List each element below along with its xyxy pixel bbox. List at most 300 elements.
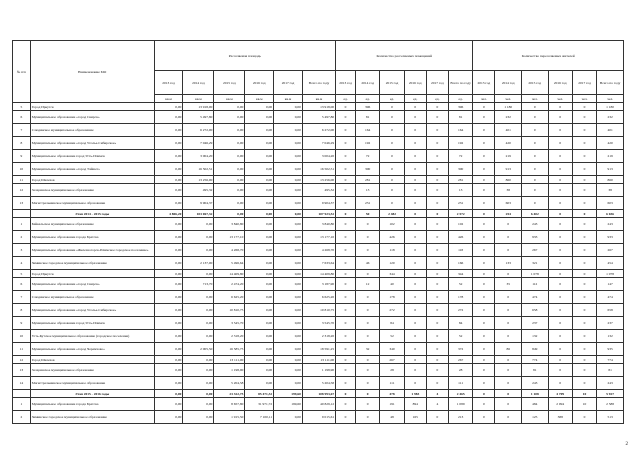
people-cell: 420 [495, 137, 522, 150]
area-cell: 9 904,37 [183, 197, 214, 210]
rooms-cell: 4 [426, 398, 448, 411]
area-cell: 85 471,32 [245, 390, 274, 398]
rooms-cell: 164 [356, 124, 380, 137]
people-cell: 0 [548, 218, 572, 231]
people-cell: 0 [473, 278, 495, 291]
rooms-cell: 478 [380, 390, 404, 398]
people-unit-header: чел. [473, 95, 495, 103]
row-number: 12 [13, 356, 31, 364]
area-cell: 2 005,50 [183, 343, 214, 356]
row-number: 7 [13, 291, 31, 304]
people-cell: 0 [548, 270, 572, 278]
people-cell: 0 [473, 270, 495, 278]
rooms-cell: 0 [336, 270, 356, 278]
people-cell: 35 [495, 278, 522, 291]
area-cell: 0,00 [245, 210, 274, 218]
area-year-header: Всего по году [302, 71, 335, 95]
people-cell: 0 [572, 197, 596, 210]
people-cell: 913 [597, 163, 624, 176]
row-number: 10 [13, 330, 31, 343]
rooms-cell: 0 [336, 398, 356, 411]
people-cell: 0 [521, 137, 548, 150]
people-cell: 0 [572, 163, 596, 176]
people-cell: 388 [548, 411, 572, 424]
municipality-name: Муниципальное образование «город Тайшет» [30, 163, 154, 176]
area-cell: 16 502,51 [183, 163, 214, 176]
rooms-cell: 0 [426, 364, 448, 377]
people-cell: 0 [473, 398, 495, 411]
area-cell: 199,60 [274, 390, 303, 398]
area-cell: 0,00 [245, 270, 274, 278]
people-cell: 658 [521, 304, 548, 317]
rooms-year-header: 2016 год [404, 71, 426, 95]
people-cell: 38 [495, 184, 522, 197]
area-cell: 0,00 [154, 317, 183, 330]
people-cell: 913 [495, 163, 522, 176]
area-cell: 0,00 [154, 218, 183, 231]
municipality-name: Байкальское муниципальное образование [30, 218, 154, 231]
table-row [13, 304, 624, 317]
people-cell: 0 [473, 390, 495, 398]
rooms-cell: 0 [336, 304, 356, 317]
people-cell: 147 [597, 278, 624, 291]
rooms-cell: 300 [448, 163, 472, 176]
area-cell: 4 268,70 [302, 244, 335, 257]
rooms-cell: 0 [426, 278, 448, 291]
area-cell: 13 256,00 [183, 176, 214, 184]
people-cell: 0 [473, 317, 495, 330]
people-cell: 0 [548, 137, 572, 150]
people-cell: 5 927 [597, 390, 624, 398]
rooms-cell: 0 [404, 317, 426, 330]
area-cell: 0,00 [183, 411, 214, 424]
area-cell: 0,00 [154, 330, 183, 343]
people-cell: 0 [572, 244, 596, 257]
area-cell: 13 918,00 [183, 103, 214, 111]
people-year-header: 2013 год [473, 71, 495, 95]
area-cell: 0,00 [245, 257, 274, 270]
area-cell: 3 840,80 [214, 218, 245, 231]
rooms-cell: 0 [336, 317, 356, 330]
people-cell: 0 [572, 377, 596, 390]
area-cell: 0,00 [274, 356, 303, 364]
area-cell: 16 585,75 [214, 343, 245, 356]
municipality-name: Слюдянское муниципальное образование [30, 124, 154, 137]
col-no-header: № п/п [13, 41, 31, 103]
area-cell: 2 137,00 [183, 257, 214, 270]
area-cell: 0,00 [245, 218, 274, 231]
rooms-cell: 0 [356, 390, 380, 398]
municipality-name: Муниципальное образование «город Свирск» [30, 111, 154, 124]
municipality-name: Город Иркутск [30, 103, 154, 111]
area-unit-header: кв.м [183, 95, 214, 103]
rooms-cell: 0 [426, 343, 448, 356]
rooms-unit-header: ед. [356, 95, 380, 103]
table-row [13, 317, 624, 330]
area-cell: 13 918,00 [302, 103, 335, 111]
rooms-cell: 0 [336, 103, 356, 111]
rooms-cell: 0 [404, 176, 426, 184]
rooms-cell: 0 [404, 210, 426, 218]
area-cell: 0,00 [214, 103, 245, 111]
rooms-cell: 0 [336, 390, 356, 398]
area-year-header: 2015 год [214, 71, 245, 95]
people-cell: 10 [572, 398, 596, 411]
people-cell: 0 [521, 150, 548, 163]
rooms-cell: 0 [426, 150, 448, 163]
table-header [13, 41, 624, 103]
people-year-header: Всего по году [597, 71, 624, 95]
area-unit-header: кв.м [245, 95, 274, 103]
area-cell: 0,00 [274, 278, 303, 291]
people-unit-header: чел. [597, 95, 624, 103]
page-number: 2 [625, 442, 628, 447]
area-cell: 0,00 [245, 184, 274, 197]
municipality-name: Муниципальное образование «город Усолье-Сибирское» [30, 137, 154, 150]
people-cell: 232 [597, 111, 624, 124]
area-cell: 0,00 [154, 398, 183, 411]
people-cell: 935 [597, 343, 624, 356]
rooms-cell: 0 [356, 330, 380, 343]
people-cell: 0 [572, 304, 596, 317]
area-cell: 0,00 [183, 390, 214, 398]
rooms-cell: 72 [356, 150, 380, 163]
area-cell: 0,00 [274, 137, 303, 150]
rooms-cell: 0 [404, 343, 426, 356]
people-cell: 0 [495, 411, 522, 424]
area-cell: 9 015,61 [302, 411, 335, 424]
people-cell: 0 [521, 124, 548, 137]
people-cell: 267 [597, 244, 624, 257]
area-cell: 0,00 [154, 124, 183, 137]
row-number: 3 [13, 244, 31, 257]
rooms-cell: 0 [356, 377, 380, 390]
row-number: 9 [13, 317, 31, 330]
people-cell: 0 [572, 411, 596, 424]
area-cell: 0,00 [183, 231, 214, 244]
rooms-cell: 0 [356, 398, 380, 411]
rooms-cell: 396 [448, 103, 472, 111]
rooms-cell: 0 [404, 231, 426, 244]
rooms-cell: 372 [448, 343, 472, 356]
area-cell: 0,00 [245, 377, 274, 390]
area-cell: 13 177,10 [302, 231, 335, 244]
people-cell: 10 [572, 390, 596, 398]
people-cell: 0 [473, 184, 495, 197]
row-number: 11 [13, 343, 31, 356]
rooms-cell: 50 [356, 210, 380, 218]
rooms-cell: 102 [448, 218, 472, 231]
rooms-cell: 0 [336, 218, 356, 231]
rooms-cell: 0 [404, 377, 426, 390]
row-number: 14 [13, 377, 31, 390]
rooms-cell: 0 [336, 176, 356, 184]
area-unit-header: кв.м [214, 95, 245, 103]
table-row [13, 197, 624, 210]
area-cell: 4 268,70 [214, 244, 245, 257]
people-cell: 0 [548, 184, 572, 197]
people-cell: 0 [521, 184, 548, 197]
rooms-cell: 272 [380, 304, 404, 317]
rooms-cell: 0 [336, 330, 356, 343]
rooms-cell: 0 [380, 124, 404, 137]
rooms-cell: 0 [426, 270, 448, 278]
row-number: 6 [13, 111, 31, 124]
rooms-cell: 12 [356, 278, 380, 291]
area-cell: 0,00 [274, 330, 303, 343]
area-cell: 6 625,20 [214, 291, 245, 304]
people-cell: 0 [473, 111, 495, 124]
municipality-name: Муниципальное образование город Усть-Илимск [30, 150, 154, 163]
municipality-name: Зиминское городское муниципальное образование [30, 411, 154, 424]
people-cell: 0 [548, 317, 572, 330]
municipality-name: Муниципальное образование города Братска [30, 398, 154, 411]
area-cell: 0,00 [245, 124, 274, 137]
people-cell: 237 [597, 317, 624, 330]
people-cell: 1 180 [597, 103, 624, 111]
people-cell: 0 [473, 176, 495, 184]
rooms-cell: 0 [426, 210, 448, 218]
area-unit-header: кв.м [274, 95, 303, 103]
area-cell: 0,00 [245, 150, 274, 163]
area-cell: 0,00 [274, 163, 303, 176]
municipality-name: Магистральнинское муниципальное образование [30, 377, 154, 390]
people-cell: 0 [548, 330, 572, 343]
rooms-cell: 48 [380, 411, 404, 424]
rooms-cell: 81 [356, 111, 380, 124]
people-cell: 0 [495, 356, 522, 364]
rooms-cell: 0 [426, 184, 448, 197]
people-cell: 774 [521, 356, 548, 364]
table-row [13, 270, 624, 278]
rooms-cell: 0 [426, 330, 448, 343]
people-cell: 0 [548, 124, 572, 137]
area-cell: 13 256,00 [302, 176, 335, 184]
area-cell: 0,00 [274, 257, 303, 270]
rooms-cell: 118 [448, 244, 472, 257]
rooms-cell: 0 [404, 163, 426, 176]
area-cell: 0,00 [154, 137, 183, 150]
rooms-cell: 267 [448, 356, 472, 364]
people-cell: 0 [473, 137, 495, 150]
rooms-cell: 0 [404, 184, 426, 197]
area-cell: 0,00 [274, 218, 303, 231]
rooms-cell: 426 [448, 231, 472, 244]
area-cell: 3 545,70 [302, 317, 335, 330]
area-cell: 2 318,20 [302, 330, 335, 343]
rooms-cell: 52 [448, 330, 472, 343]
area-cell: 0,00 [274, 103, 303, 111]
area-cell: 0,00 [183, 304, 214, 317]
area-cell: 3 004,20 [302, 150, 335, 163]
people-cell: 0 [572, 343, 596, 356]
area-cell: 5 496,64 [214, 257, 245, 270]
rooms-year-header: 2013 год [336, 71, 356, 95]
people-cell: 0 [495, 398, 522, 411]
area-cell: 0,00 [245, 111, 274, 124]
rooms-cell: 0 [404, 356, 426, 364]
area-cell: 1 915,50 [214, 411, 245, 424]
people-cell: 0 [572, 317, 596, 330]
area-cell: 0,00 [245, 163, 274, 176]
rooms-cell: 118 [380, 244, 404, 257]
people-cell: 933 [597, 231, 624, 244]
table-row [13, 411, 624, 424]
area-cell: 103 067,32 [183, 210, 214, 218]
rooms-cell: 0 [336, 210, 356, 218]
municipality-name: Муниципальное образование города Братска [30, 231, 154, 244]
people-cell: 0 [521, 197, 548, 210]
area-cell: 0,00 [183, 244, 214, 257]
area-cell: 0,00 [214, 197, 245, 210]
people-cell: 0 [473, 244, 495, 257]
people-cell: 0 [473, 124, 495, 137]
rooms-cell: 84 [380, 317, 404, 330]
rooms-cell: 0 [426, 244, 448, 257]
people-cell: 0 [572, 278, 596, 291]
area-cell: 0,00 [245, 176, 274, 184]
people-cell: 133 [495, 257, 522, 270]
row-number: 13 [13, 364, 31, 377]
rooms-unit-header: ед. [404, 95, 426, 103]
row-number: 10 [13, 163, 31, 176]
area-cell: 0,00 [274, 377, 303, 390]
rooms-cell: 0 [404, 150, 426, 163]
table-row [13, 330, 624, 343]
people-cell: 474 [521, 291, 548, 304]
rooms-year-header: Всего по году [448, 71, 472, 95]
rooms-cell: 0 [356, 304, 380, 317]
rooms-cell: 0 [426, 291, 448, 304]
municipality-name: Муниципальное образование «город Черемхово» [30, 343, 154, 356]
table-row [13, 124, 624, 137]
rooms-cell: 0 [426, 124, 448, 137]
area-cell: 0,00 [245, 317, 274, 330]
people-cell: 232 [495, 111, 522, 124]
area-cell: 0,00 [274, 364, 303, 377]
people-cell: 0 [572, 176, 596, 184]
people-cell: 243 [597, 218, 624, 231]
people-cell: 0 [548, 356, 572, 364]
area-cell: 23 322,75 [214, 390, 245, 398]
area-cell: 0,00 [274, 270, 303, 278]
group-rooms-header: Количество расселяемых помещений [336, 41, 473, 71]
people-cell: 0 [495, 218, 522, 231]
area-cell: 0,00 [154, 197, 183, 210]
rooms-cell: 0 [404, 330, 426, 343]
people-cell: 933 [521, 231, 548, 244]
rooms-cell: 0 [426, 257, 448, 270]
people-cell: 0 [521, 163, 548, 176]
area-cell: 0,00 [214, 111, 245, 124]
municipality-name: Город Иркутск [30, 270, 154, 278]
area-cell: 0,00 [274, 343, 303, 356]
rooms-cell: 0 [404, 137, 426, 150]
rooms-cell: 267 [380, 356, 404, 364]
area-cell: 13 177,10 [214, 231, 245, 244]
people-cell: 6 402 [521, 210, 548, 218]
people-cell: 0 [548, 244, 572, 257]
area-cell: 3 545,70 [214, 317, 245, 330]
rooms-cell: 0 [336, 150, 356, 163]
people-cell: 0 [495, 377, 522, 390]
rooms-cell: 0 [336, 231, 356, 244]
area-cell: 5 204,58 [302, 377, 335, 390]
people-cell: 0 [495, 231, 522, 244]
rooms-cell: 281 [448, 176, 472, 184]
rooms-cell: 52 [448, 278, 472, 291]
rooms-cell: 84 [448, 317, 472, 330]
rooms-cell: 166 [448, 257, 472, 270]
municipality-name: Этап 2015 - 2016 годы [30, 390, 154, 398]
area-cell: 107 923,52 [302, 210, 335, 218]
people-cell: 0 [548, 103, 572, 111]
rooms-cell: 0 [426, 356, 448, 364]
area-cell: 0,00 [154, 377, 183, 390]
people-cell: 0 [572, 291, 596, 304]
people-year-header: 2016 год [548, 71, 572, 95]
area-cell: 14 409,80 [214, 270, 245, 278]
area-cell: 0,00 [245, 231, 274, 244]
area-cell: 0,00 [245, 364, 274, 377]
rooms-cell: 0 [404, 197, 426, 210]
people-cell: 0 [572, 330, 596, 343]
rooms-cell: 0 [380, 103, 404, 111]
row-number: 9 [13, 150, 31, 163]
area-cell: 0,00 [154, 103, 183, 111]
area-cell: 0,00 [183, 330, 214, 343]
people-year-header: 2017 год [572, 71, 596, 95]
rooms-cell: 0 [426, 176, 448, 184]
rooms-cell: 0 [404, 218, 426, 231]
rooms-cell: 0 [336, 278, 356, 291]
rooms-cell: 4 [426, 390, 448, 398]
rooms-cell: 1 983 [404, 390, 426, 398]
people-cell: 237 [521, 317, 548, 330]
rooms-cell: 192 [448, 137, 472, 150]
area-cell: 4 806,20 [154, 210, 183, 218]
rooms-cell: 0 [356, 317, 380, 330]
people-cell: 0 [473, 343, 495, 356]
total-row [13, 210, 624, 218]
area-cell: 199,60 [274, 398, 303, 411]
row-number: 4 [13, 257, 31, 270]
municipality-name: Усть-Кутское муниципальное образование (городское поселение) [30, 330, 154, 343]
area-cell: 0,00 [183, 398, 214, 411]
municipality-name: Город Шелехов [30, 176, 154, 184]
people-cell: 0 [548, 231, 572, 244]
rooms-cell: 2 465 [448, 390, 472, 398]
municipality-name: Муниципальное образование «Железногорск-Илимское городское поселение» [30, 244, 154, 257]
area-cell: 7 100,11 [245, 411, 274, 424]
rooms-cell: 0 [426, 163, 448, 176]
people-year-header: 2015 год [521, 71, 548, 95]
area-cell: 0,00 [154, 231, 183, 244]
municipality-name: Заларинское муниципальное образование [30, 364, 154, 377]
area-unit-header: кв.м [154, 95, 183, 103]
rooms-cell: 344 [380, 270, 404, 278]
area-cell: 0,00 [274, 184, 303, 197]
rooms-cell: 81 [448, 111, 472, 124]
area-cell: 0,00 [274, 210, 303, 218]
people-cell: 267 [521, 244, 548, 257]
area-cell: 0,00 [154, 411, 183, 424]
area-cell: 0,00 [154, 364, 183, 377]
area-cell: 0,00 [274, 197, 303, 210]
people-cell: 6 656 [597, 210, 624, 218]
rooms-cell: 0 [356, 411, 380, 424]
rooms-cell: 40 [380, 278, 404, 291]
